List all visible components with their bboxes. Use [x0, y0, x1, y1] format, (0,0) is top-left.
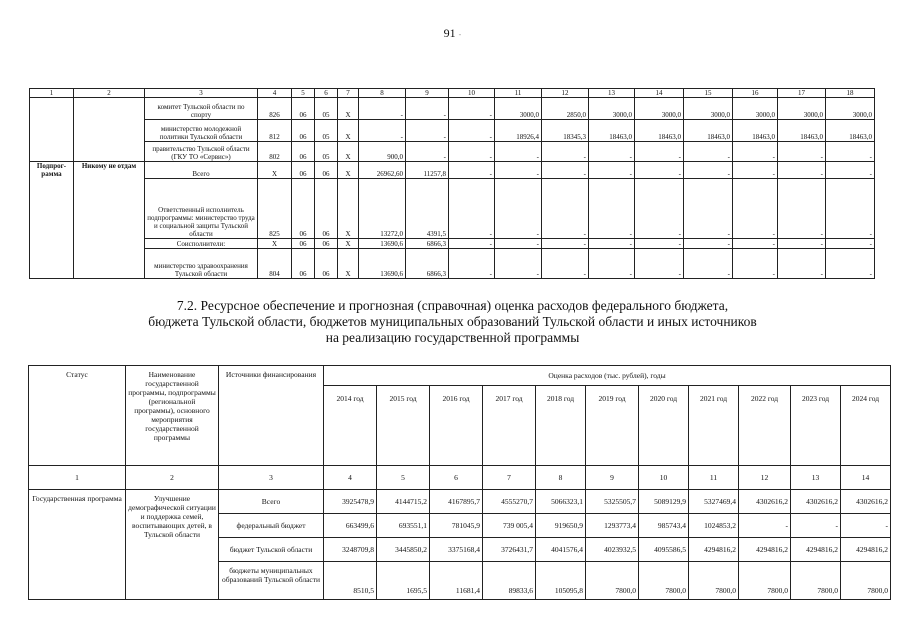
value-cell: 18463,0 — [778, 120, 826, 142]
value-cell: 825 — [258, 178, 292, 238]
name-cell — [74, 120, 145, 142]
year-header: 2017 год — [483, 386, 536, 466]
table2-header-row — [29, 366, 891, 386]
value-cell: 3000,0 — [733, 98, 778, 120]
value-cell: Х — [338, 178, 359, 238]
value-cell: - — [495, 162, 542, 179]
value-cell: 919650,9 — [536, 514, 586, 538]
table1-col-number: 11 — [495, 89, 542, 98]
value-cell: - — [684, 178, 733, 238]
value-cell: 900,0 — [359, 142, 406, 162]
value-cell: 7800,0 — [791, 562, 841, 600]
value-cell: 6866,3 — [406, 238, 449, 248]
value-cell: 18345,3 — [542, 120, 589, 142]
value-cell: 06 — [315, 248, 338, 278]
value-cell: 06 — [292, 248, 315, 278]
table1-col-number: 7 — [338, 89, 359, 98]
value-cell: - — [739, 514, 791, 538]
value-cell: 693551,1 — [377, 514, 430, 538]
col-number: 7 — [483, 466, 536, 490]
value-cell: 7800,0 — [689, 562, 739, 600]
header-source: Источники финансирования — [219, 366, 324, 466]
executor-cell: Соисполнители: — [145, 238, 258, 248]
col-number: 4 — [324, 466, 377, 490]
value-cell: 05 — [315, 98, 338, 120]
value-cell: - — [449, 178, 495, 238]
value-cell: - — [635, 142, 684, 162]
table1-col-number: 16 — [733, 89, 778, 98]
header-name: Наименование государственной программы, подпрограммы (региональной программы), основного мероприятия государственной программы — [126, 366, 219, 466]
col-number: 1 — [29, 466, 126, 490]
value-cell: 4302616,2 — [841, 490, 891, 514]
value-cell: - — [733, 178, 778, 238]
value-cell: 4167895,7 — [430, 490, 483, 514]
value-cell: 4302616,2 — [739, 490, 791, 514]
table-row — [30, 248, 875, 278]
table-row — [30, 238, 875, 248]
value-cell: 8510,5 — [324, 562, 377, 600]
value-cell: - — [826, 238, 875, 248]
table-row — [30, 162, 875, 179]
value-cell: 3375168,4 — [430, 538, 483, 562]
value-cell: 1024853,2 — [689, 514, 739, 538]
value-cell: 3000,0 — [495, 98, 542, 120]
source-cell: бюджеты муниципальных образований Тульской области — [219, 562, 324, 600]
executor-cell: министерство молодежной политики Тульской области — [145, 120, 258, 142]
page-number: 91 - — [443, 26, 462, 40]
name-cell — [74, 248, 145, 278]
year-header: 2020 год — [639, 386, 689, 466]
value-cell: 781045,9 — [430, 514, 483, 538]
value-cell: 26962,60 — [359, 162, 406, 179]
value-cell: Х — [338, 98, 359, 120]
value-cell: 739 005,4 — [483, 514, 536, 538]
year-header: 2019 год — [586, 386, 639, 466]
status-cell — [30, 178, 74, 238]
value-cell: - — [733, 162, 778, 179]
executor-cell: Ответственный исполнитель подпрограммы: министерство труда и социальной защиты Тульской области — [145, 178, 258, 238]
value-cell: Х — [338, 120, 359, 142]
status-cell — [30, 142, 74, 162]
value-cell: 4294816,2 — [841, 538, 891, 562]
value-cell: 13690,6 — [359, 248, 406, 278]
table1-col-number: 4 — [258, 89, 292, 98]
value-cell: Х — [258, 238, 292, 248]
value-cell: - — [778, 162, 826, 179]
value-cell: 5066323,1 — [536, 490, 586, 514]
name-cell: Никому не отдам — [74, 162, 145, 179]
value-cell: - — [589, 178, 635, 238]
value-cell: 812 — [258, 120, 292, 142]
value-cell: - — [542, 248, 589, 278]
value-cell: - — [826, 142, 875, 162]
table-row — [30, 178, 875, 238]
table1-col-number: 18 — [826, 89, 875, 98]
value-cell: - — [826, 178, 875, 238]
value-cell: 3000,0 — [684, 98, 733, 120]
table1-col-number: 6 — [315, 89, 338, 98]
value-cell: - — [495, 238, 542, 248]
value-cell: - — [542, 162, 589, 179]
value-cell: 3000,0 — [635, 98, 684, 120]
value-cell: 1293773,4 — [586, 514, 639, 538]
value-cell: 11681,4 — [430, 562, 483, 600]
section-title: 7.2. Ресурсное обеспечение и прогнозная (справочная) оценка расходов федерального бюджета, бюджета Тульской области, бюджетов муниципальных образований Тульской области и иных источников на реализацию государственной программы — [148, 298, 757, 345]
value-cell: - — [449, 142, 495, 162]
value-cell: 4294816,2 — [791, 538, 841, 562]
value-cell: - — [826, 248, 875, 278]
value-cell: 4294816,2 — [689, 538, 739, 562]
value-cell: 7800,0 — [586, 562, 639, 600]
value-cell: - — [542, 238, 589, 248]
value-cell: - — [449, 248, 495, 278]
value-cell: - — [635, 248, 684, 278]
value-cell: - — [449, 162, 495, 179]
year-header: 2022 год — [739, 386, 791, 466]
executor-cell: министерство здравоохранения Тульской области — [145, 248, 258, 278]
value-cell: 3726431,7 — [483, 538, 536, 562]
value-cell: - — [635, 178, 684, 238]
value-cell: - — [449, 120, 495, 142]
value-cell: Х — [338, 238, 359, 248]
value-cell: 4041576,4 — [536, 538, 586, 562]
value-cell: 13690,6 — [359, 238, 406, 248]
value-cell: 18463,0 — [589, 120, 635, 142]
value-cell: - — [589, 238, 635, 248]
value-cell: - — [495, 178, 542, 238]
value-cell: 4302616,2 — [791, 490, 841, 514]
table1-col-number: 14 — [635, 89, 684, 98]
value-cell: - — [359, 98, 406, 120]
value-cell: 11257,8 — [406, 162, 449, 179]
status-cell — [30, 238, 74, 248]
value-cell: - — [684, 248, 733, 278]
value-cell: - — [406, 98, 449, 120]
col-number: 12 — [739, 466, 791, 490]
table1-col-number: 3 — [145, 89, 258, 98]
value-cell: 7800,0 — [841, 562, 891, 600]
value-cell: 06 — [292, 120, 315, 142]
col-number: 11 — [689, 466, 739, 490]
year-header: 2018 год — [536, 386, 586, 466]
col-number: 5 — [377, 466, 430, 490]
value-cell: 5327469,4 — [689, 490, 739, 514]
value-cell: - — [733, 238, 778, 248]
value-cell: - — [406, 120, 449, 142]
col-number: 3 — [219, 466, 324, 490]
value-cell: 5325505,7 — [586, 490, 639, 514]
name-cell — [74, 238, 145, 248]
value-cell: 05 — [315, 142, 338, 162]
value-cell: Х — [338, 248, 359, 278]
value-cell: 105095,8 — [536, 562, 586, 600]
value-cell: 5089129,9 — [639, 490, 689, 514]
value-cell: 06 — [315, 238, 338, 248]
value-cell: 13272,0 — [359, 178, 406, 238]
value-cell: 4555270,7 — [483, 490, 536, 514]
value-cell: - — [778, 178, 826, 238]
value-cell: Х — [258, 162, 292, 179]
value-cell: - — [495, 142, 542, 162]
table-row — [30, 142, 875, 162]
value-cell: - — [791, 514, 841, 538]
table-row — [30, 98, 875, 120]
table-row — [30, 120, 875, 142]
value-cell: 18463,0 — [684, 120, 733, 142]
value-cell: - — [684, 162, 733, 179]
value-cell: Х — [338, 162, 359, 179]
status-cell — [30, 248, 74, 278]
value-cell: 3000,0 — [826, 98, 875, 120]
name-cell — [74, 142, 145, 162]
table2-numbers-row — [29, 466, 891, 490]
source-cell: федеральный бюджет — [219, 514, 324, 538]
value-cell: 05 — [315, 120, 338, 142]
col-number: 2 — [126, 466, 219, 490]
source-cell: Всего — [219, 490, 324, 514]
col-number: 9 — [586, 466, 639, 490]
table1-col-number: 2 — [74, 89, 145, 98]
value-cell: 663499,6 — [324, 514, 377, 538]
value-cell: - — [778, 142, 826, 162]
status-cell: Государственная программа — [29, 490, 126, 600]
table1-header-row — [30, 89, 875, 98]
value-cell: - — [778, 238, 826, 248]
value-cell: 18463,0 — [635, 120, 684, 142]
value-cell: 2850,0 — [542, 98, 589, 120]
value-cell: - — [406, 142, 449, 162]
value-cell: - — [449, 238, 495, 248]
value-cell: 06 — [292, 238, 315, 248]
value-cell: 18926,4 — [495, 120, 542, 142]
col-number: 8 — [536, 466, 586, 490]
resource-table — [28, 365, 891, 600]
value-cell: 06 — [315, 162, 338, 179]
value-cell: 3000,0 — [589, 98, 635, 120]
year-header: 2024 год — [841, 386, 891, 466]
header-status: Статус — [29, 366, 126, 466]
value-cell: - — [635, 162, 684, 179]
value-cell: - — [449, 98, 495, 120]
status-cell — [30, 120, 74, 142]
value-cell: - — [589, 248, 635, 278]
value-cell: 18463,0 — [733, 120, 778, 142]
value-cell: - — [589, 162, 635, 179]
table1-col-number: 13 — [589, 89, 635, 98]
value-cell: - — [841, 514, 891, 538]
name-cell — [74, 178, 145, 238]
value-cell: - — [733, 142, 778, 162]
col-number: 6 — [430, 466, 483, 490]
year-header: 2015 год — [377, 386, 430, 466]
value-cell: 3925478,9 — [324, 490, 377, 514]
value-cell: - — [589, 142, 635, 162]
status-cell — [30, 98, 74, 120]
value-cell: 6866,3 — [406, 248, 449, 278]
value-cell: - — [826, 162, 875, 179]
year-header: 2016 год — [430, 386, 483, 466]
table-row — [29, 490, 891, 514]
value-cell: 7800,0 — [739, 562, 791, 600]
executor-cell: комитет Тульской области по спорту — [145, 98, 258, 120]
table1-col-number: 8 — [359, 89, 406, 98]
col-number: 14 — [841, 466, 891, 490]
table1-col-number: 12 — [542, 89, 589, 98]
name-cell — [74, 98, 145, 120]
executor-cell: правительство Тульской области (ГКУ ТО «Сервис») — [145, 142, 258, 162]
value-cell: 985743,4 — [639, 514, 689, 538]
value-cell: 06 — [292, 98, 315, 120]
table1-col-number: 17 — [778, 89, 826, 98]
value-cell: - — [778, 248, 826, 278]
table1-col-number: 5 — [292, 89, 315, 98]
value-cell: 06 — [315, 178, 338, 238]
year-header: 2023 год — [791, 386, 841, 466]
program-name-cell: Улучшение демографической ситуации и поддержка семей, воспитывающих детей, в Тульской области — [126, 490, 219, 600]
table1-col-number: 9 — [406, 89, 449, 98]
status-cell: Подпрог- рамма — [30, 162, 74, 179]
executor-cell: Всего — [145, 162, 258, 179]
value-cell: 826 — [258, 98, 292, 120]
value-cell: 4095586,5 — [639, 538, 689, 562]
table1-col-number: 1 — [30, 89, 74, 98]
value-cell: 06 — [292, 178, 315, 238]
value-cell: 4294816,2 — [739, 538, 791, 562]
table1-col-number: 15 — [684, 89, 733, 98]
value-cell: 802 — [258, 142, 292, 162]
value-cell: - — [733, 248, 778, 278]
value-cell: - — [359, 120, 406, 142]
value-cell: 3445850,2 — [377, 538, 430, 562]
table1-col-number: 10 — [449, 89, 495, 98]
value-cell: 06 — [292, 142, 315, 162]
continuation-table — [29, 88, 875, 279]
value-cell: 7800,0 — [639, 562, 689, 600]
value-cell: 4144715,2 — [377, 490, 430, 514]
value-cell: 3000,0 — [778, 98, 826, 120]
value-cell: - — [495, 248, 542, 278]
value-cell: 06 — [292, 162, 315, 179]
col-number: 13 — [791, 466, 841, 490]
header-estimate: Оценка расходов (тыс. рублей), годы — [324, 366, 891, 386]
value-cell: 3248709,8 — [324, 538, 377, 562]
value-cell: 1695,5 — [377, 562, 430, 600]
value-cell: - — [635, 238, 684, 248]
value-cell: - — [684, 238, 733, 248]
value-cell: 89833,6 — [483, 562, 536, 600]
value-cell: 804 — [258, 248, 292, 278]
value-cell: Х — [338, 142, 359, 162]
value-cell: 18463,0 — [826, 120, 875, 142]
col-number: 10 — [639, 466, 689, 490]
value-cell: 4023932,5 — [586, 538, 639, 562]
value-cell: - — [684, 142, 733, 162]
source-cell: бюджет Тульской области — [219, 538, 324, 562]
year-header: 2021 год — [689, 386, 739, 466]
value-cell: - — [542, 178, 589, 238]
value-cell: - — [542, 142, 589, 162]
value-cell: 4391,5 — [406, 178, 449, 238]
year-header: 2014 год — [324, 386, 377, 466]
